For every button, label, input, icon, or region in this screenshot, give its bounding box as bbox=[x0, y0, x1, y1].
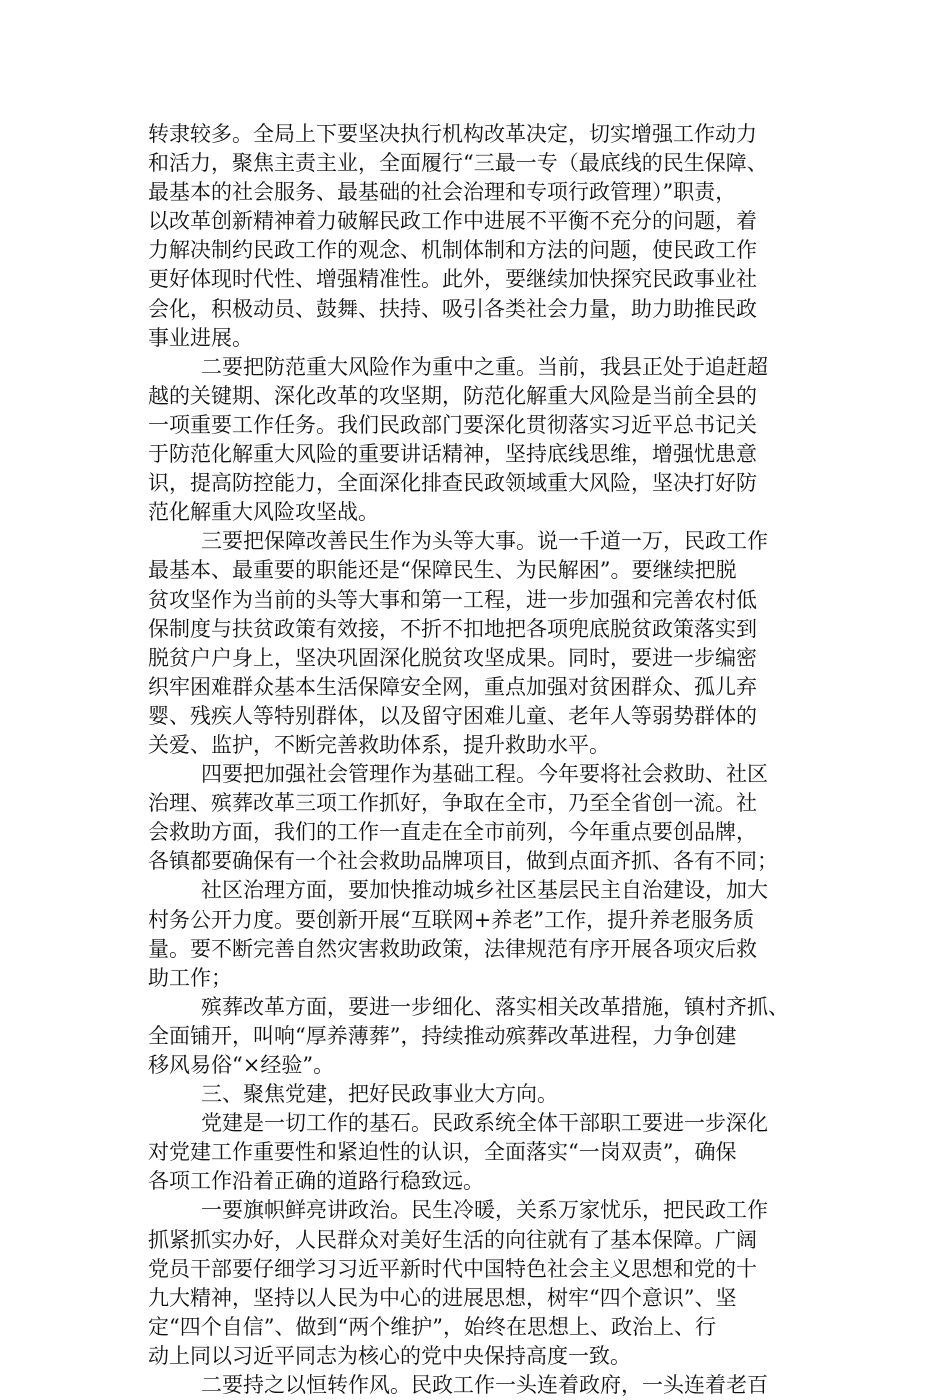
text-line: 全面铺开，叫响“厚养薄葬”，持续推动殡葬改革进程，力争创建 bbox=[148, 1023, 737, 1048]
text-line: 会救助方面，我们的工作一直走在全市前列，今年重点要创品牌， bbox=[148, 820, 757, 845]
text-line: 织牢困难群众基本生活保障安全网，重点加强对贫困群众、孤儿弃 bbox=[148, 674, 757, 699]
text-line: 越的关键期、深化改革的攻坚期，防范化解重大风险是当前全县的 bbox=[148, 383, 757, 408]
paragraph-first-line: 殡葬改革方面，要进一步细化、落实相关改革措施，镇村齐抓、 bbox=[201, 994, 789, 1019]
text-line: 和活力，聚焦主责主业，全面履行“三最一专（最底线的民生保障、 bbox=[148, 151, 768, 176]
text-line: 一项重要工作任务。我们民政部门要深化贯彻落实习近平总书记关 bbox=[148, 412, 757, 437]
text-line: 脱贫户户身上，坚决巩固深化脱贫攻坚成果。同时，要进一步编密 bbox=[148, 645, 757, 670]
text-line: 助工作； bbox=[148, 965, 232, 990]
text-line: 村务公开力度。要创新开展“互联网+养老”工作，提升养老服务质 bbox=[148, 907, 755, 932]
text-line: 以改革创新精神着力破解民政工作中进展不平衡不充分的问题，着 bbox=[148, 209, 757, 234]
text-line: 最基本的社会服务、最基础的社会治理和专项行政管理）”职责， bbox=[148, 180, 737, 205]
text-line: 事业进展。 bbox=[148, 325, 253, 350]
text-line: 抓紧抓实办好，人民群众对美好生活的向往就有了基本保障。广阔 bbox=[148, 1227, 757, 1252]
text-line: 九大精神，坚持以人民为中心的进展思想，树牢“四个意识”、坚 bbox=[148, 1285, 737, 1310]
text-line: 关爱、监护，不断完善救助体系，提升救助水平。 bbox=[148, 732, 610, 757]
paragraph-first-line: 一要旗帜鲜亮讲政治。民生冷暖，关系万家忧乐，把民政工作 bbox=[201, 1198, 768, 1223]
text-line: 动上同以习近平同志为核心的党中央保持高度一致。 bbox=[148, 1343, 631, 1368]
document-body bbox=[148, 120, 808, 1400]
paragraph-first-line: 四要把加强社会管理作为基础工程。今年要将社会救助、社区 bbox=[201, 762, 768, 787]
text-line: 对党建工作重要性和紧迫性的认识，全面落实“一岗双责”，确保 bbox=[148, 1140, 737, 1165]
text-line: 量。要不断完善自然灾害救助政策，法律规范有序开展各项灾后救 bbox=[148, 936, 757, 961]
text-line: 贫攻坚作为当前的头等大事和第一工程，进一步加强和完善农村低 bbox=[148, 587, 757, 612]
paragraph-first-line: 二要持之以恒转作风。民政工作一头连着政府，一头连着老百 bbox=[201, 1373, 768, 1398]
text-line: 各镇都要确保有一个社会救助品牌项目，做到点面齐抓、各有不同； bbox=[148, 849, 778, 874]
text-line: 最基本、最重要的职能还是“保障民生、为民解困”。要继续把脱 bbox=[148, 558, 737, 583]
text-line: 转隶较多。全局上下要坚决执行机构改革决定，切实增强工作动力 bbox=[148, 122, 757, 146]
text-line: 力解决制约民政工作的观念、机制体制和方法的问题，使民政工作 bbox=[148, 238, 757, 263]
paragraph-first-line: 三要把保障改善民生作为头等大事。说一千道一万，民政工作 bbox=[201, 529, 768, 554]
text-line: 婴、残疾人等特别群体，以及留守困难儿童、老年人等弱势群体的 bbox=[148, 703, 757, 728]
text-line: 范化解重大风险攻坚战。 bbox=[148, 500, 379, 525]
text-line: 更好体现时代性、增强精准性。此外，要继续加快探究民政事业社 bbox=[148, 267, 757, 292]
text-line: 各项工作沿着正确的道路行稳致远。 bbox=[148, 1169, 484, 1194]
text-line: 党员干部要仔细学习习近平新时代中国特色社会主义思想和党的十 bbox=[148, 1256, 757, 1281]
text-line: 会化，积极动员、鼓舞、扶持、吸引各类社会力量，助力助推民政 bbox=[148, 296, 757, 321]
text-line: 移风易俗“×经验”。 bbox=[148, 1053, 335, 1077]
paragraph-first-line: 三、聚焦党建，把好民政事业大方向。 bbox=[201, 1082, 558, 1107]
paragraph-first-line: 党建是一切工作的基石。民政系统全体干部职工要进一步深化 bbox=[201, 1111, 768, 1136]
text-line: 保制度与扶贫政策有效接，不折不扣地把各项兜底脱贫政策落实到 bbox=[148, 616, 757, 641]
text-line: 治理、殡葬改革三项工作抓好，争取在全市，乃至全省创一流。社 bbox=[148, 791, 757, 816]
paragraph-first-line: 二要把防范重大风险作为重中之重。当前，我县正处于追赶超 bbox=[201, 354, 768, 379]
text-line: 于防范化解重大风险的重要讲话精神，坚持底线思维，增强忧患意 bbox=[148, 442, 757, 467]
paragraph-first-line: 社区治理方面，要加快推动城乡社区基层民主自治建设，加大 bbox=[201, 878, 768, 903]
text-line: 识，提高防控能力，全面深化排查民政领域重大风险，坚决打好防 bbox=[148, 471, 757, 496]
text-line: 定“四个自信”、做到“两个维护”，始终在思想上、政治上、行 bbox=[148, 1314, 716, 1339]
